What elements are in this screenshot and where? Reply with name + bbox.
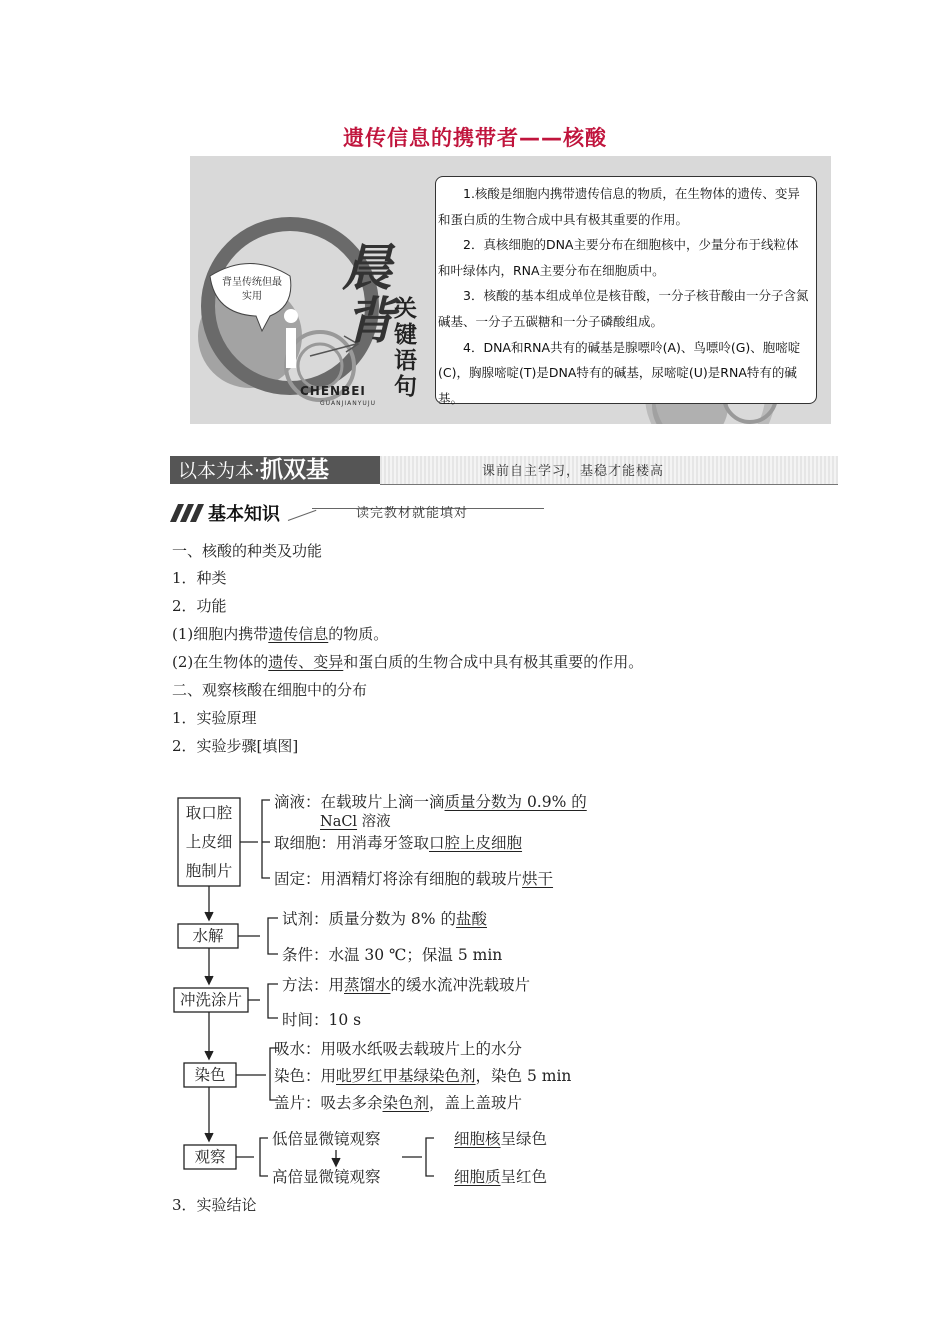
key-sentences-banner <box>190 156 831 424</box>
text: 取细胞：用消毒牙签取 <box>274 834 430 852</box>
banner-char-morning: 晨 <box>342 239 392 297</box>
key-point: 3．核酸的基本组成单位是核苷酸，一分子核苷酸由一分子含氮碱基、一分子五碳糖和一分子磷酸组成。 <box>438 288 809 329</box>
text: 的物质。 <box>328 625 389 643</box>
answer-text: 染色剂 <box>382 1094 430 1112</box>
answer-text: 遗传、变异 <box>268 653 344 671</box>
text: 呈红色 <box>500 1168 548 1186</box>
flow-text <box>274 790 587 812</box>
stripes-icon <box>170 502 204 524</box>
step-box-text: 上皮细 <box>185 833 233 851</box>
banner-key-char: 关 <box>394 296 417 322</box>
section-label-prefix: 以本为本· <box>178 460 261 482</box>
text: 盖片：吸去多余 <box>274 1094 383 1112</box>
key-points-box <box>435 176 817 404</box>
answer-text: 口腔上皮细胞 <box>429 834 523 852</box>
heading-1: 一、核酸的种类及功能 <box>172 542 323 560</box>
flow-text <box>454 1165 547 1187</box>
banner-char-recite: 背 <box>345 292 395 350</box>
step-box-5: 观察 <box>194 1148 226 1166</box>
list-item: 2．实验步骤[填图] <box>172 737 299 755</box>
flow-text <box>274 1064 571 1086</box>
text: 和蛋白质的生物合成中具有极其重要的作用。 <box>343 653 644 671</box>
step-box-text: 胞制片 <box>185 862 233 880</box>
answer-text: 烘干 <box>522 870 554 888</box>
flow-text: 吸水：用吸水纸吸去载玻片上的水分 <box>274 1040 523 1058</box>
flow-text <box>282 973 530 995</box>
section-subtitle: 课前自主学习，基稳才能楼高 <box>482 464 665 479</box>
flow-text: 高倍显微镜观察 <box>272 1168 381 1186</box>
subheading-line <box>288 510 317 521</box>
key-point: 4．DNA和RNA共有的碱基是腺嘌呤(A)、鸟嘌呤(G)、胞嘧啶(C)，胸腺嘧啶(T)是DNA特有的碱基，尿嘧啶(U)是RNA特有的碱基。 <box>438 339 801 406</box>
section-label-main: 抓双基 <box>260 457 330 483</box>
flow-text: 低倍显微镜观察 <box>272 1130 381 1148</box>
text: 方法：用 <box>282 976 345 994</box>
text: 呈绿色 <box>500 1130 548 1148</box>
flow-text <box>274 831 522 853</box>
text: 试剂：质量分数为 8% 的 <box>282 910 456 928</box>
subheading <box>170 500 550 526</box>
section-divider <box>380 484 838 485</box>
subheading-note: 读完教材就能填对 <box>356 506 469 521</box>
text: 溶液 <box>357 814 391 830</box>
flow-text <box>320 810 391 831</box>
experiment-flowchart <box>170 782 630 1192</box>
banner-brand: CHENBEI <box>300 384 366 398</box>
text: (1)细胞内携带 <box>172 625 269 643</box>
step-box-text: 取口腔 <box>185 804 233 822</box>
list-item: 1．种类 <box>172 569 227 587</box>
answer-text: 细胞质 <box>454 1168 501 1186</box>
banner-brand-sub: GUANJIANYUJU <box>320 400 376 407</box>
answer-text: 盐酸 <box>455 910 487 928</box>
answer-text: 吡罗红甲基绿染色剂 <box>336 1067 476 1085</box>
list-item: 3．实验结论 <box>172 1196 257 1214</box>
flow-text <box>454 1127 547 1149</box>
flow-text <box>282 907 487 929</box>
list-item <box>172 623 388 644</box>
key-point: 1.核酸是细胞内携带遗传信息的物质，在生物体的遗传、变异和蛋白质的生物合成中具有极其重要的作用。 <box>438 186 800 227</box>
flow-text <box>274 867 553 889</box>
text: 染色：用 <box>274 1067 337 1085</box>
text: ，染色 5 min <box>475 1067 572 1085</box>
text: 的缓水流冲洗载玻片 <box>390 976 531 994</box>
heading-2: 二、观察核酸在细胞中的分布 <box>172 681 368 699</box>
banner-key-char: 键 <box>394 322 417 348</box>
text: ，盖上盖玻片 <box>429 1094 523 1112</box>
section-header <box>170 456 838 486</box>
flow-text: 时间：10 s <box>282 1011 362 1029</box>
flow-text: 条件：水温 30 ℃；保温 5 min <box>282 946 503 964</box>
list-item <box>172 651 643 672</box>
subheading-title: 基本知识 <box>208 504 280 525</box>
page-title: 遗传信息的携带者——核酸 <box>343 126 607 150</box>
step-box-3: 冲洗涂片 <box>179 991 242 1009</box>
text: (2)在生物体的 <box>172 653 269 671</box>
banner-key-char: 句 <box>394 374 417 400</box>
step-box-2: 水解 <box>192 927 224 945</box>
step-box-1 <box>178 799 240 886</box>
section-label <box>170 456 380 484</box>
list-item: 2．功能 <box>172 597 227 615</box>
answer-text: NaCl <box>320 814 358 830</box>
answer-text: 蒸馏水 <box>344 976 391 994</box>
answer-text: 质量分数为 0.9% 的 <box>444 793 587 811</box>
answer-text: 细胞核 <box>454 1130 501 1148</box>
list-item: 1．实验原理 <box>172 709 257 727</box>
text: 滴液：在载玻片上滴一滴 <box>274 793 445 811</box>
text: 固定：用酒精灯将涂有细胞的载玻片 <box>274 870 523 888</box>
flow-text <box>274 1091 522 1113</box>
speech-bubble-text: 背呈传统但最实用 <box>222 277 282 302</box>
answer-text: 遗传信息 <box>268 625 329 643</box>
banner-key-char: 语 <box>394 348 417 374</box>
step-box-4: 染色 <box>194 1066 226 1084</box>
key-point: 2．真核细胞的DNA主要分布在细胞核中，少量分布于线粒体和叶绿体内，RNA主要分布在细胞质中。 <box>438 237 799 278</box>
